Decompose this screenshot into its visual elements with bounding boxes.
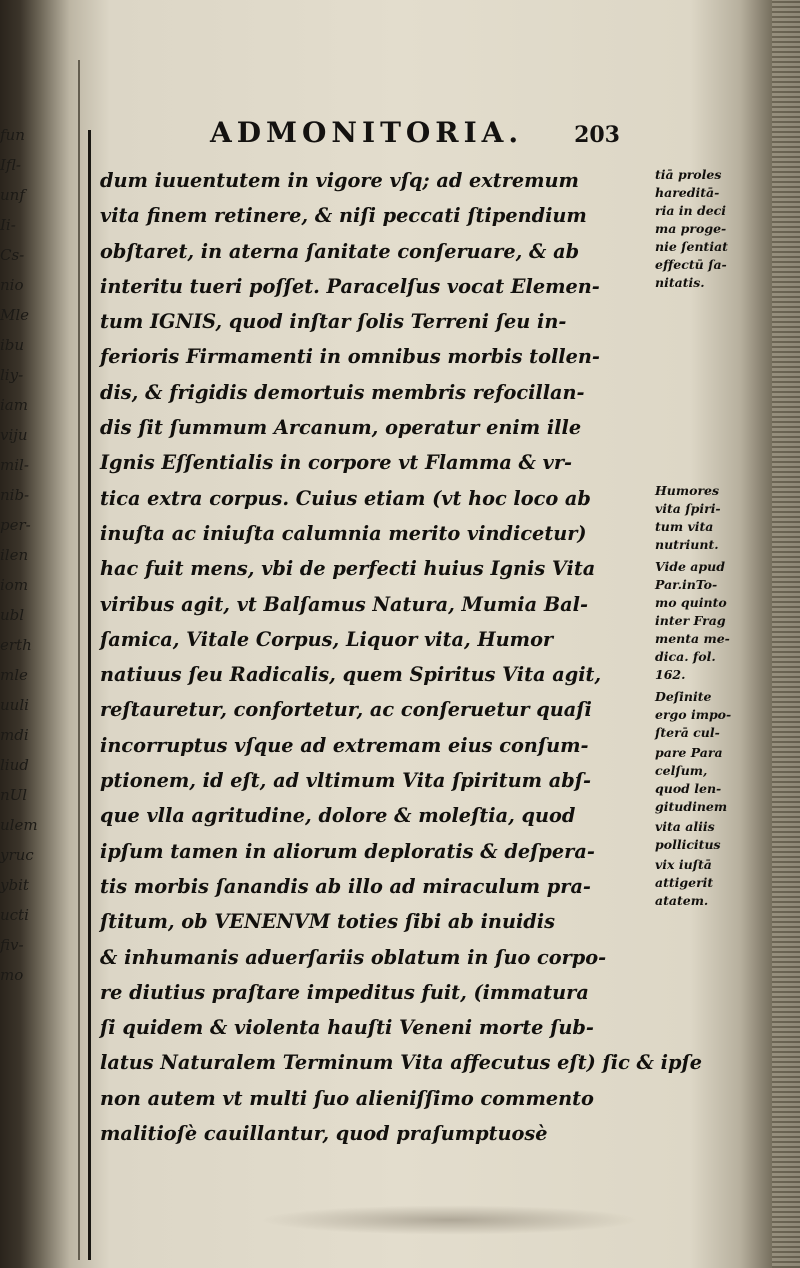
prev-page-fragment: fun (0, 126, 25, 144)
running-head (210, 116, 630, 149)
page-stain (260, 1205, 640, 1235)
margin-note: pollicitus (655, 837, 721, 852)
margin-note: attigerit (655, 875, 714, 890)
margin-note: Humores (655, 483, 720, 498)
margin-note: nie ſentiat (655, 239, 728, 254)
margin-note: ergo impo- (655, 707, 732, 722)
margin-note: quod len- (655, 781, 722, 796)
previous-page-edge (0, 120, 44, 984)
text-line: vita finem retinere, & niſi peccati ſtipendium (100, 204, 587, 228)
prev-page-fragment: Ii- (0, 216, 16, 234)
margin-note: atatem. (655, 893, 709, 908)
margin-note: vita aliis (655, 819, 715, 834)
prev-page-fragment: Cs- (0, 246, 25, 264)
margin-note: nutriunt. (655, 537, 719, 552)
prev-page-fragment: unf (0, 186, 25, 204)
margin-note: ſterā cul- (655, 725, 720, 740)
text-line: interitu tueri poſſet. Paracelſus vocat Elemen- (100, 274, 600, 298)
margin-note: celſum, (655, 763, 708, 778)
margin-note: Deſinite (655, 689, 712, 704)
text-line: malitioſè cauillantur, quod praſumptuosè (100, 1122, 548, 1146)
prev-page-fragment: ibu (0, 336, 25, 354)
page-number: 203 (574, 122, 620, 148)
text-line: Ignis Eſſentialis in corpore vt Flamma & vr- (100, 451, 573, 475)
prev-page-fragment: fiv- (0, 936, 24, 954)
prev-page-fragment: nio (0, 276, 24, 294)
text-line: que vlla agritudine, dolore & moleſtia, quod (100, 804, 576, 828)
margin-note: hareditā- (655, 185, 720, 200)
text-line: reſtauretur, confortetur, ac conſeruetur quaſi (100, 698, 592, 722)
prev-page-fragment: erth (0, 636, 32, 654)
margin-note: vix iuſtā (655, 857, 712, 872)
text-line: re diutius praſtare impeditus fuit, (immatura (100, 980, 589, 1004)
prev-page-fragment: uuli (0, 696, 29, 714)
page-gutter-line (88, 130, 91, 1260)
margin-note: dica. fol. (655, 649, 716, 664)
text-line: ferioris Firmamenti in omnibus morbis tollen- (100, 345, 600, 369)
margin-note: tum vita (655, 519, 714, 534)
text-line: ſi quidem & violenta hauſti Veneni morte ſub- (100, 1016, 594, 1040)
text-line: ipſum tamen in aliorum deploratis & deſpera- (100, 839, 595, 863)
text-line: natiuus ſeu Radicalis, quem Spiritus Vita agit, (100, 663, 602, 687)
prev-page-fragment: ybit (0, 876, 29, 894)
prev-page-fragment: iom (0, 576, 29, 594)
text-line: incorruptus vſque ad extremam eius conſum- (100, 733, 589, 757)
margin-note: vita ſpiri- (655, 501, 721, 516)
prev-page-fragment: mle (0, 666, 28, 684)
prev-page-fragment: viju (0, 426, 28, 444)
margin-note: menta me- (655, 631, 730, 646)
prev-page-fragment: Mle (0, 306, 30, 324)
text-line: ſtitum, ob VENENVM toties ſibi ab inuidis (100, 910, 555, 934)
prev-page-fragment: ilen (0, 546, 29, 564)
running-head-title: ADMONITORIA. (210, 116, 524, 149)
margin-note: pare Para (655, 745, 723, 760)
margin-note: gitudinem (655, 799, 728, 814)
text-line: ptionem, id eſt, ad vltimum Vita ſpiritum abſ- (100, 769, 592, 793)
margin-note: Par.inTo- (655, 577, 718, 592)
page-stack-edge (772, 0, 800, 1268)
margin-note: tiā proles (655, 167, 722, 182)
margin-note: nitatis. (655, 275, 705, 290)
page-gutter-shadow (78, 60, 80, 1260)
text-line: obſtaret, in aterna ſanitate conſeruare, & ab (100, 239, 580, 263)
margin-note: Vide apud (655, 559, 725, 574)
text-line: inuſta ac iniuſta calumnia merito vindicetur) (100, 521, 587, 545)
text-line: dis ſit ſummum Arcanum, operatur enim ille (100, 416, 582, 440)
text-line: tica extra corpus. Cuius etiam (vt hoc loco ab (100, 486, 591, 510)
prev-page-fragment: ucti (0, 906, 29, 924)
prev-page-fragment: nUl (0, 786, 28, 804)
prev-page-fragment: per- (0, 516, 31, 534)
text-line: latus Naturalem Terminum Vita affecutus eſt) ſic & ipſe (100, 1051, 703, 1075)
prev-page-fragment: ubl (0, 606, 25, 624)
prev-page-fragment: liy- (0, 366, 24, 384)
text-line: viribus agit, vt Balſamus Natura, Mumia Bal- (100, 592, 588, 616)
prev-page-fragment: ulem (0, 816, 38, 834)
text-line: non autem vt multi ſuo alieniſſimo commento (100, 1086, 594, 1110)
margin-note: ma proge- (655, 221, 727, 236)
prev-page-fragment: Ifl- (0, 156, 21, 174)
margin-note: 162. (655, 667, 686, 682)
prev-page-fragment: mdi (0, 726, 29, 744)
prev-page-fragment: nib- (0, 486, 30, 504)
margin-note: ria in deci (655, 203, 727, 218)
margin-note: inter Frag (655, 613, 726, 628)
margin-note: mo quinto (655, 595, 727, 610)
prev-page-fragment: liud (0, 756, 29, 774)
text-line: tum IGNIS, quod inſtar ſolis Terreni ſeu in- (100, 310, 567, 334)
text-line: dum iuuentutem in vigore vſq; ad extremum (100, 169, 579, 192)
text-line: & inhumanis aduerſariis oblatum in ſuo corpo- (100, 945, 607, 969)
text-line: ſamica, Vitale Corpus, Liquor vita, Humor (100, 627, 554, 651)
prev-page-fragment: iam (0, 396, 28, 414)
prev-page-fragment: mo (0, 966, 24, 984)
prev-page-fragment: yruc (0, 846, 34, 864)
text-line: dis, & frigidis demortuis membris refocillan- (100, 380, 585, 404)
prev-page-fragment: mil- (0, 456, 29, 474)
text-line: tis morbis ſanandis ab illo ad miraculum pra- (100, 874, 591, 898)
margin-note: effectū ſa- (655, 257, 727, 272)
text-line: hac fuit mens, vbi de perfecti huius Ignis Vita (100, 557, 596, 581)
